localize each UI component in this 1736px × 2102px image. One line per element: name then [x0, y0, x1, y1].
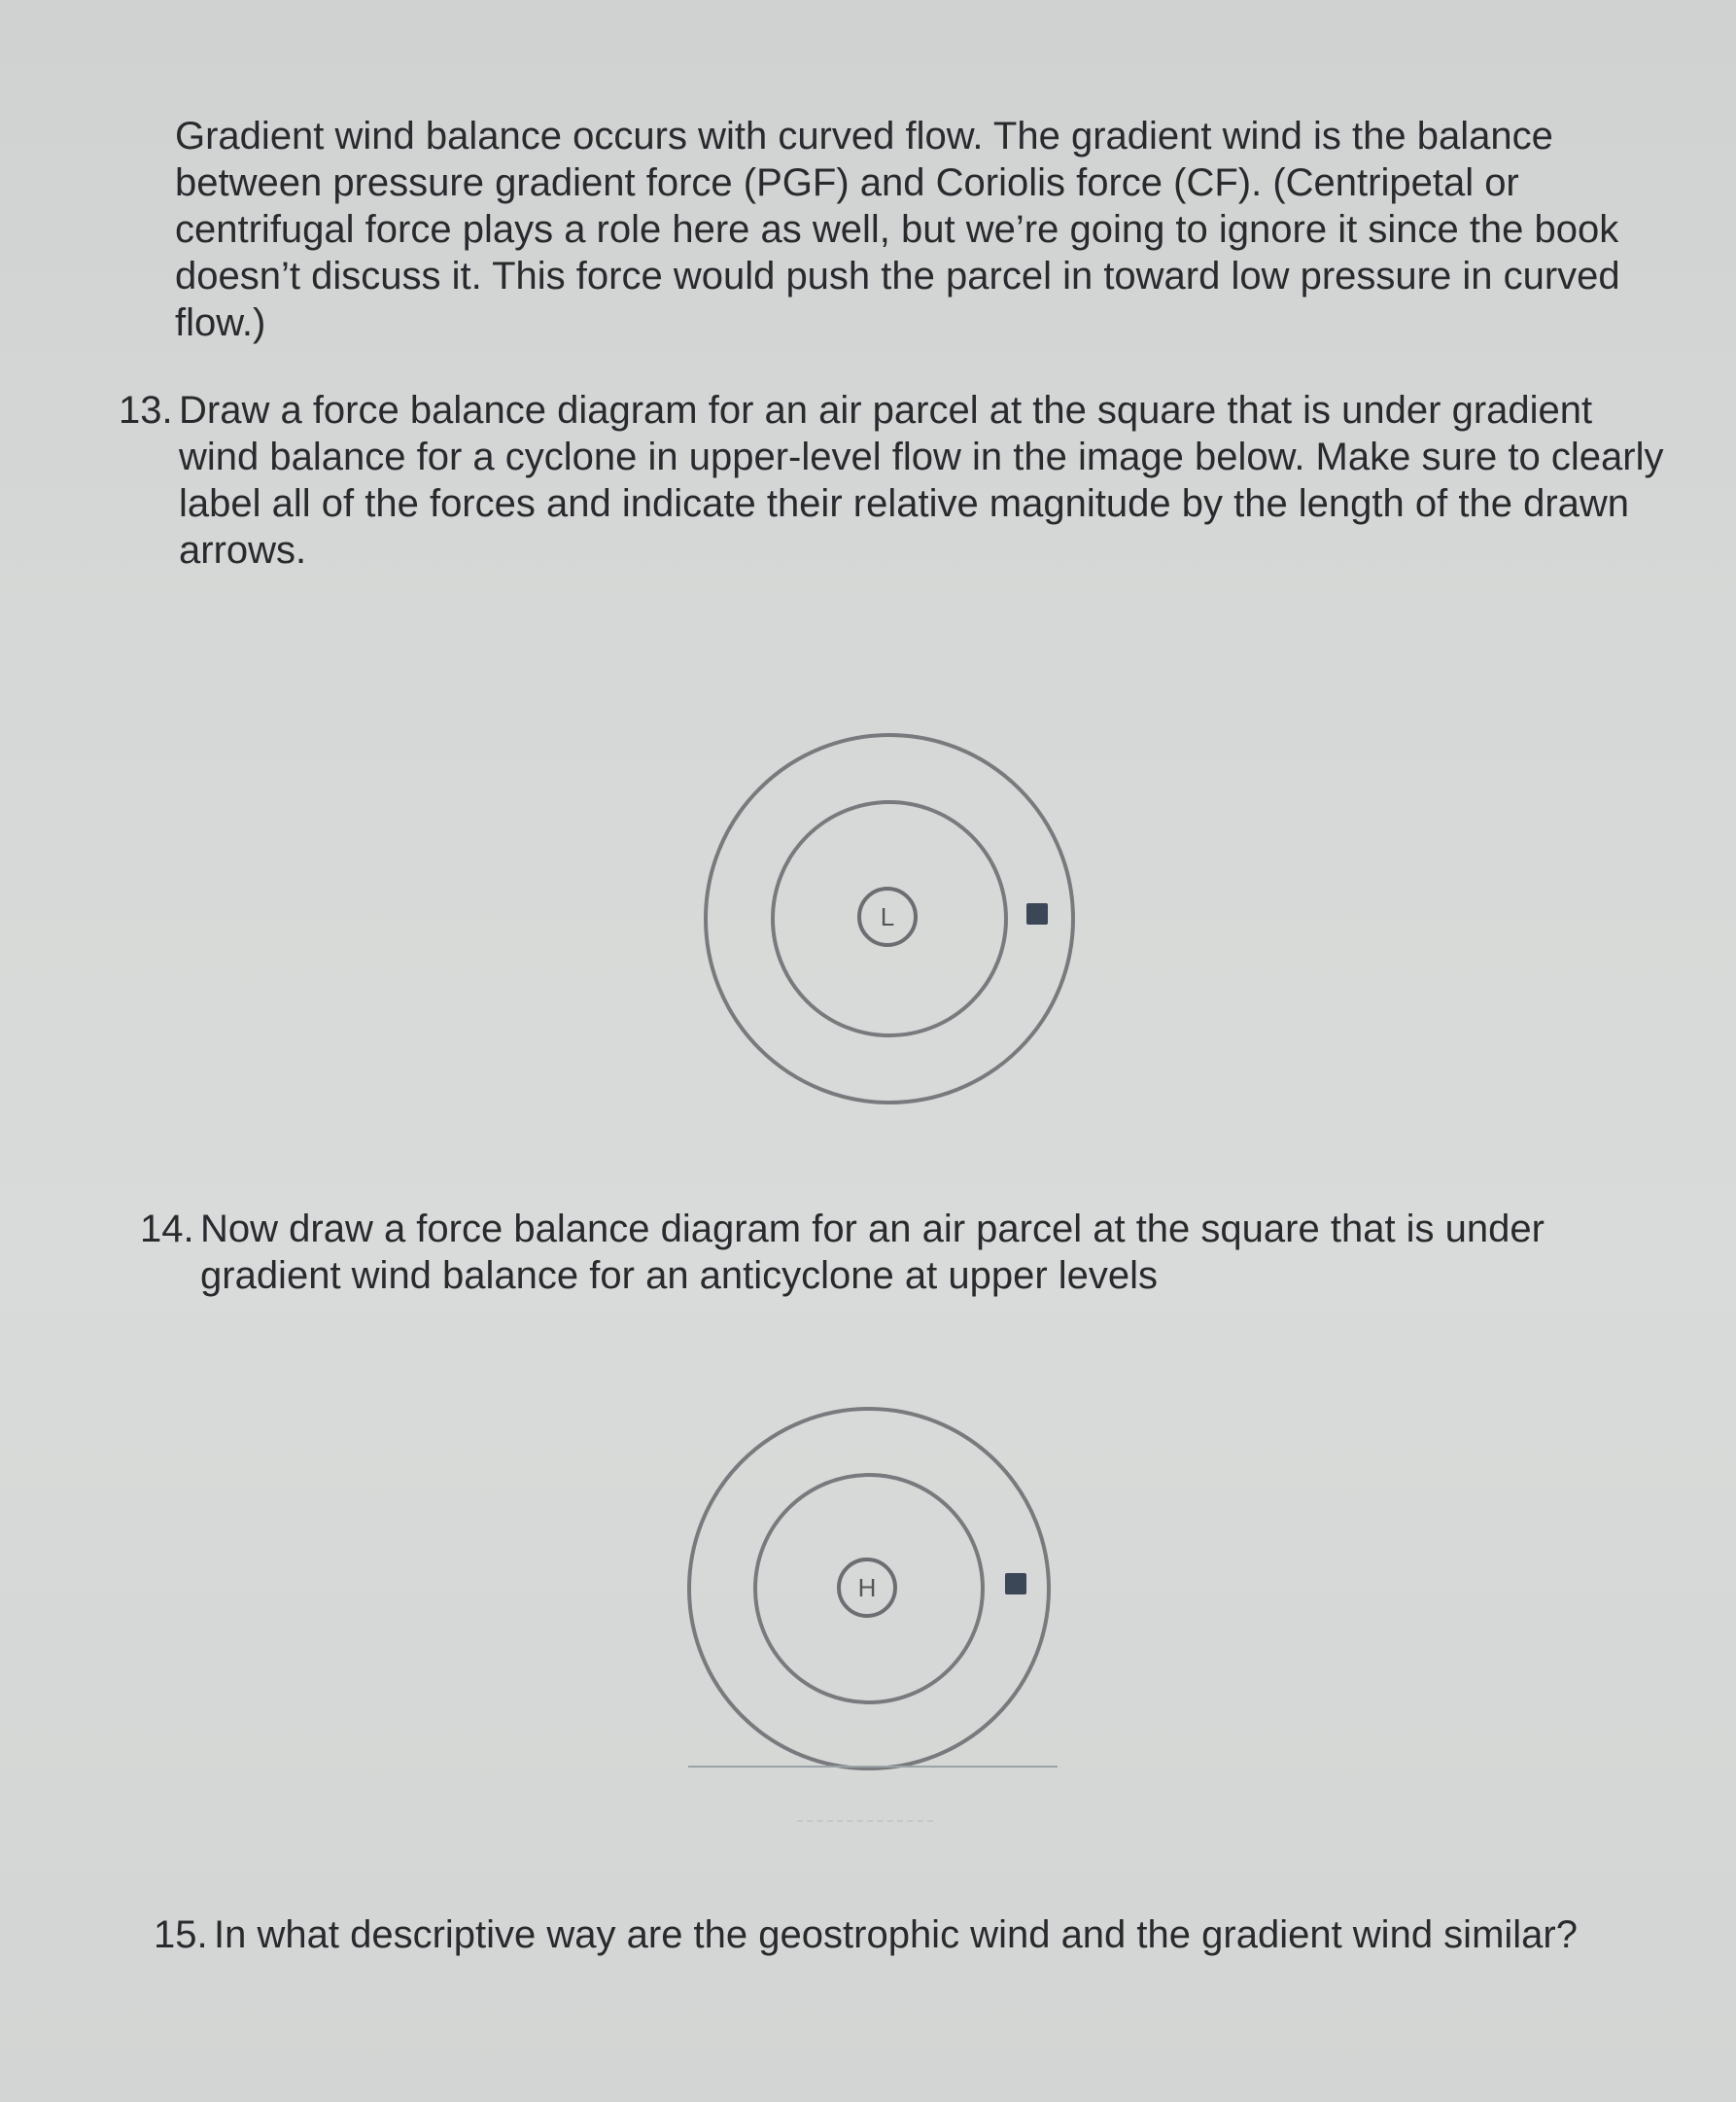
low-center-label: L	[880, 902, 895, 931]
question-number: 13.	[119, 389, 173, 432]
air-parcel-square[interactable]	[1005, 1573, 1026, 1594]
question-14	[140, 1206, 1569, 1299]
question-15	[154, 1911, 1612, 1958]
question-text: Draw a force balance diagram for an air parcel at the square that is under gradient wind balance for a cyclone in upper-level flow in the image below. Make sure to clearly label all of the forces and indicate their relative magnitude by the length of the drawn arrows.	[179, 389, 1664, 572]
question-number: 14.	[140, 1208, 194, 1250]
intro-paragraph: Gradient wind balance occurs with curved flow. The gradient wind is the balance between pressure gradient force (PGF) and Coriolis force (CF). (Centripetal or centrifugal force plays a role here as well, but we’re going to ignore it since the book doesn’t discuss it. This force would push the parcel in toward low pressure in curved flow.)	[175, 115, 1620, 344]
page-rule-line	[688, 1766, 1058, 1768]
question-13	[119, 387, 1664, 574]
cyclone-isobar-diagram	[700, 727, 1079, 1110]
question-number: 15.	[154, 1913, 208, 1956]
question-text: Now draw a force balance diagram for an air parcel at the square that is under gradient wind balance for an anticyclone at upper levels	[200, 1208, 1545, 1297]
faint-dashed-mark	[797, 1820, 933, 1822]
anticyclone-isobar-diagram	[684, 1402, 1063, 1781]
question-text: In what descriptive way are the geostrophic wind and the gradient wind similar?	[214, 1913, 1578, 1956]
air-parcel-square[interactable]	[1026, 903, 1048, 925]
high-center-label: H	[857, 1573, 877, 1602]
